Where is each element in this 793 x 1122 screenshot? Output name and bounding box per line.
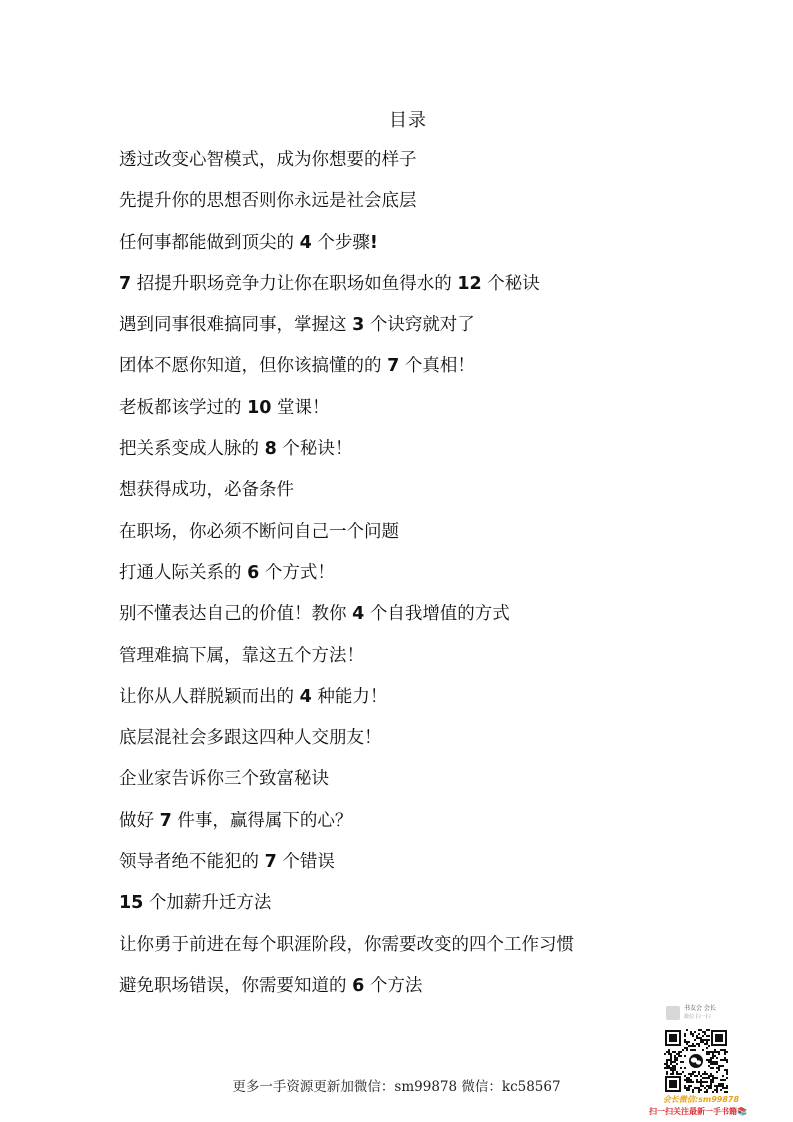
toc-item[interactable]: 企业家告诉你三个致富秘诀 — [119, 769, 329, 790]
toc-item[interactable]: 想获得成功，必备条件 — [119, 480, 294, 501]
table-of-contents — [119, 147, 574, 1014]
toc-item[interactable]: 任何事都能做到顶尖的 4 个步骤! — [119, 232, 378, 253]
toc-item[interactable]: 底层混社会多跟这四种人交朋友！ — [119, 728, 382, 749]
footer-text: 更多一手资源更新加微信：sm99878 微信：kc58567 — [232, 1079, 561, 1095]
toc-item[interactable]: 把关系变成人脉的 8 个秘诀！ — [119, 439, 353, 460]
toc-item[interactable]: 别不懂表达自己的价值！教你 4 个自我增值的方式 — [119, 604, 510, 625]
page-title: 目录 — [389, 110, 427, 131]
toc-item[interactable]: 在职场，你必须不断问自己一个问题 — [119, 521, 399, 542]
toc-item[interactable]: 团体不愿你知道，但你该搞懂的的 7 个真相！ — [119, 356, 475, 377]
toc-item[interactable]: 老板都该学过的 10 堂课！ — [119, 397, 330, 418]
toc-item[interactable]: 7 招提升职场竞争力让你在职场如鱼得水的 12 个秘诀 — [119, 273, 540, 294]
toc-item[interactable]: 管理难搞下属，靠这五个方法！ — [119, 645, 364, 666]
qr-caption-follow: 扫一扫关注最新一手书籍📚 — [649, 1107, 747, 1116]
toc-item[interactable]: 让你从人群脱颖而出的 4 种能力！ — [119, 686, 388, 707]
qr-account-name: 书友会 会长 — [684, 1005, 716, 1012]
qr-caption-wechat: 会长微信:sm99878 — [662, 1095, 740, 1104]
toc-item[interactable]: 打通人际关系的 6 个方式！ — [119, 562, 335, 583]
toc-item[interactable]: 先提升你的思想否则你永远是社会底层 — [119, 191, 417, 212]
toc-item[interactable]: 领导者绝不能犯的 7 个错误 — [119, 852, 335, 873]
toc-item[interactable]: 透过改变心智模式，成为你想要的样子 — [119, 150, 417, 170]
qr-card — [646, 1005, 756, 1120]
qr-header — [666, 1005, 756, 1023]
toc-item[interactable]: 让你勇于前进在每个职涯阶段，你需要改变的四个工作习惯 — [119, 934, 574, 955]
avatar — [666, 1006, 680, 1020]
toc-item[interactable]: 15 个加薪升迁方法 — [119, 893, 272, 914]
toc-item[interactable]: 遇到同事很难搞同事，掌握这 3 个诀窍就对了 — [119, 315, 475, 336]
toc-item[interactable]: 做好 7 件事，赢得属下的心？ — [119, 810, 353, 831]
toc-item[interactable]: 避免职场错误，你需要知道的 6 个方法 — [119, 975, 423, 996]
qr-account-subtitle: 微信 扫一扫 — [684, 1014, 711, 1020]
qr-code-icon — [664, 1029, 728, 1093]
